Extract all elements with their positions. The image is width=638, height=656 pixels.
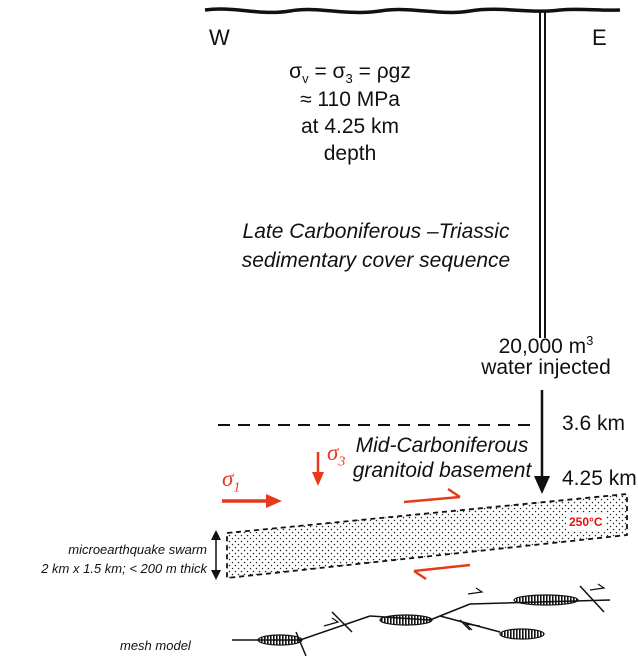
- upper-shear-arrow-line: [404, 497, 460, 502]
- sigma3-arrow-head: [312, 472, 324, 486]
- stress-equation: $\sigma_v = \sigma_3 = \rho gz$: [289, 60, 411, 87]
- east-label: E: [592, 25, 607, 50]
- temperature-label: 250°C: [566, 514, 606, 530]
- injection-label: water injected: [481, 356, 611, 379]
- depth-3-6-km: 3.6 km: [562, 412, 626, 435]
- mesh-model-label: mesh model: [120, 638, 191, 653]
- lower-shear-arrow-line: [414, 565, 470, 571]
- sigma1-arrow-head: [266, 494, 282, 508]
- basement-label-line2: granitoid basement: [352, 459, 532, 482]
- mesh-model-drawing: [232, 584, 610, 656]
- stress-magnitude: ≈ 110 MPa: [300, 88, 400, 111]
- stress-depth-line1: at 4.25 km: [300, 115, 400, 138]
- ground-surface: [205, 9, 620, 12]
- depth-4-25-km: 4.25 km: [562, 467, 637, 490]
- injection-volume: 20,000 $m^3$: [498, 333, 594, 358]
- injection-arrow-head: [534, 476, 550, 494]
- basement-label-line1: Mid-Carboniferous: [355, 434, 529, 457]
- upper-shear-arrow-barb: [448, 489, 460, 497]
- swarm-label-line2: 2 km x 1.5 km; < 200 m thick: [41, 561, 207, 576]
- thickness-arrow-top: [211, 530, 221, 540]
- swarm-label-line1: microearthquake swarm: [68, 542, 207, 557]
- thickness-arrow-bottom: [211, 570, 221, 580]
- sigma3-label: $\sigma_3$: [327, 440, 346, 470]
- cover-label-line1: Late Carboniferous –Triassic: [242, 220, 510, 243]
- microearthquake-swarm-zone: [227, 494, 627, 578]
- west-label: W: [209, 25, 230, 50]
- lower-shear-arrow-barb: [414, 571, 426, 579]
- sigma1-label: $\sigma_1$: [222, 466, 241, 496]
- cover-label-line2: sedimentary cover sequence: [241, 249, 511, 272]
- stress-depth-line2: depth: [323, 142, 377, 165]
